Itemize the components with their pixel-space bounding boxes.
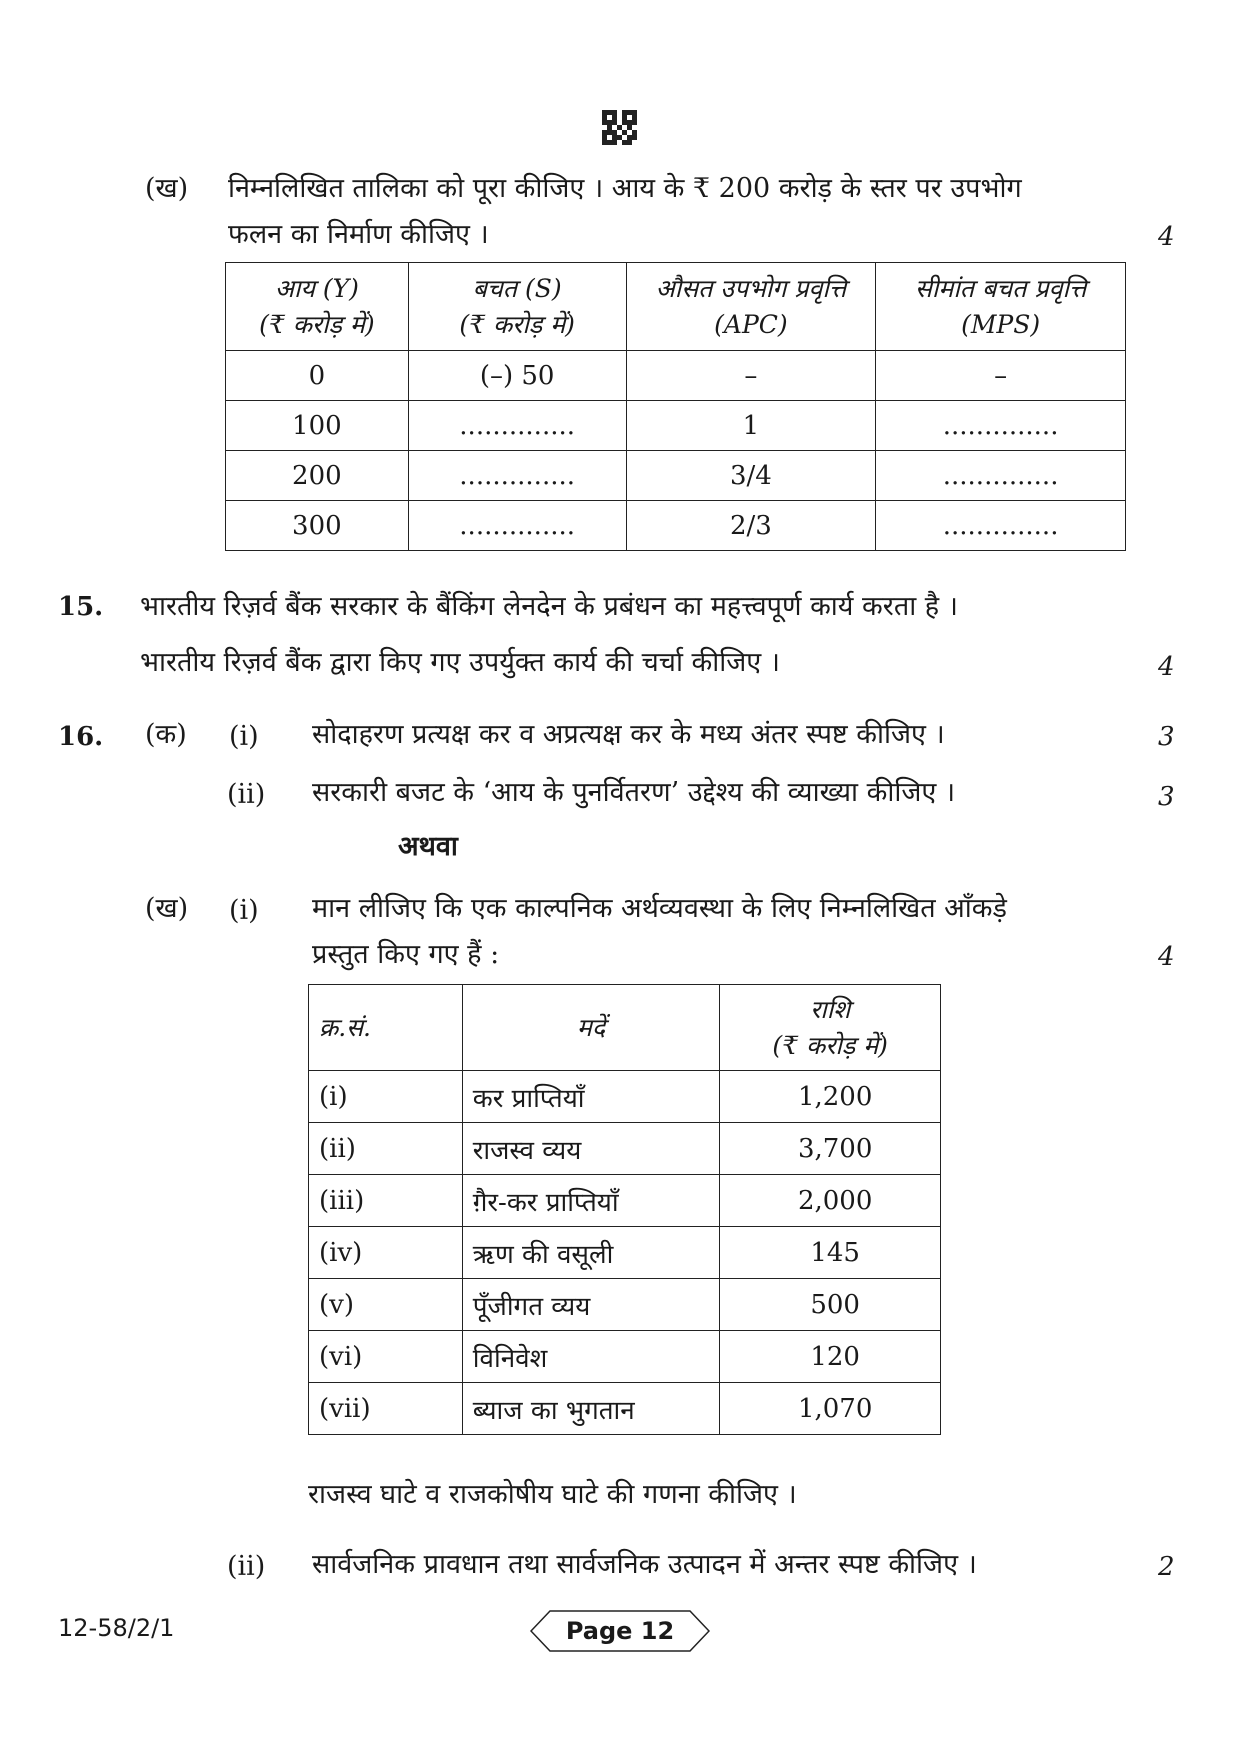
table-row	[309, 1227, 941, 1279]
q16a-label: (क)	[145, 719, 187, 750]
table-row	[309, 1383, 941, 1435]
q16b-ii-marks: 2	[1158, 1552, 1175, 1582]
q16b-i-line1: मान लीजिए कि एक काल्पनिक अर्थव्यवस्था के लिए निम्नलिखित आँकड़े	[312, 893, 1007, 924]
table-cell: (v)	[309, 1279, 463, 1331]
q16b-i-label: (i)	[229, 895, 259, 926]
table-cell: 0	[226, 351, 409, 401]
table-cell: ..............	[408, 451, 626, 501]
q16a-i-marks: 3	[1158, 722, 1175, 752]
table-cell: ..............	[876, 501, 1126, 551]
q14b-marks: 4	[1158, 222, 1175, 252]
table-cell: (vii)	[309, 1383, 463, 1435]
page-number: Page 12	[565, 1617, 675, 1645]
q15-line1: भारतीय रिज़र्व बैंक सरकार के बैंकिंग लेनदेन के प्रबंधन का महत्त्वपूर्ण कार्य करता है ।	[140, 591, 958, 622]
header-serial: क्र.सं.	[309, 985, 463, 1071]
table-cell: 3,700	[720, 1123, 941, 1175]
q16a-ii-marks: 3	[1158, 782, 1175, 812]
q15-marks: 4	[1158, 652, 1175, 682]
table-cell: 200	[226, 451, 409, 501]
q16b-i-marks: 4	[1158, 942, 1175, 972]
q16b-i-line2: प्रस्तुत किए गए हैं :	[312, 939, 500, 970]
table-cell: ..............	[876, 451, 1126, 501]
table-cell: 3/4	[626, 451, 876, 501]
table-cell: कर प्राप्तियाँ	[462, 1071, 720, 1123]
budget-table	[308, 984, 941, 1435]
table-row	[309, 1175, 941, 1227]
header-mps: सीमांत बचत प्रवृत्ति (MPS)	[876, 263, 1126, 351]
q16b-i-after: राजस्व घाटे व राजकोषीय घाटे की गणना कीजिए ।	[308, 1479, 797, 1510]
table-cell: विनिवेश	[462, 1331, 720, 1383]
or-text: अथवा	[398, 831, 458, 862]
q16a-ii-label: (ii)	[227, 779, 266, 810]
table-row	[226, 351, 1126, 401]
table-row	[309, 1123, 941, 1175]
header-saving: बचत (S) (₹ करोड़ में)	[408, 263, 626, 351]
q14b-label: (ख)	[145, 173, 189, 204]
q16b-label: (ख)	[145, 893, 189, 924]
q14b-line2: फलन का निर्माण कीजिए ।	[228, 219, 489, 250]
table-cell: ..............	[876, 401, 1126, 451]
table-cell: 100	[226, 401, 409, 451]
table-cell: (ii)	[309, 1123, 463, 1175]
header-amount: राशि (₹ करोड़ में)	[720, 985, 941, 1071]
table-row	[309, 1071, 941, 1123]
table-cell: ऋण की वसूली	[462, 1227, 720, 1279]
table-cell: ..............	[408, 401, 626, 451]
table-cell: 2,000	[720, 1175, 941, 1227]
q16b-ii-text: सार्वजनिक प्रावधान तथा सार्वजनिक उत्पादन में अन्तर स्पष्ट कीजिए ।	[312, 1549, 977, 1580]
q16a-i-label: (i)	[229, 721, 259, 752]
q15-line2: भारतीय रिज़र्व बैंक द्वारा किए गए उपर्युक्त कार्य की चर्चा कीजिए ।	[140, 647, 781, 678]
table-cell: (iv)	[309, 1227, 463, 1279]
table-cell: (–) 50	[408, 351, 626, 401]
table-cell: (vi)	[309, 1331, 463, 1383]
page-number-badge	[530, 1610, 710, 1652]
q16b-ii-label: (ii)	[227, 1551, 266, 1582]
table-row	[226, 501, 1126, 551]
header-items: मदें	[462, 985, 720, 1071]
table-cell: 300	[226, 501, 409, 551]
header-apc: औसत उपभोग प्रवृत्ति (APC)	[626, 263, 876, 351]
table-cell: –	[626, 351, 876, 401]
footer-code: 12-58/2/1	[58, 1614, 175, 1642]
table-cell: 1,070	[720, 1383, 941, 1435]
table-cell: ग़ैर-कर प्राप्तियाँ	[462, 1175, 720, 1227]
q16a-ii-text: सरकारी बजट के ‘आय के पुनर्वितरण’ उद्देश्य की व्याख्या कीजिए ।	[312, 777, 956, 808]
table-row	[226, 401, 1126, 451]
table-row	[309, 1331, 941, 1383]
table-cell: ..............	[408, 501, 626, 551]
table-cell: ब्याज का भुगतान	[462, 1383, 720, 1435]
q16-number: 16.	[58, 722, 104, 752]
table-row	[226, 451, 1126, 501]
q16a-i-text: सोदाहरण प्रत्यक्ष कर व अप्रत्यक्ष कर के मध्य अंतर स्पष्ट कीजिए ।	[312, 719, 945, 750]
table-cell: (i)	[309, 1071, 463, 1123]
table-cell: 120	[720, 1331, 941, 1383]
table-cell: (iii)	[309, 1175, 463, 1227]
qr-code	[602, 110, 637, 145]
table-cell: –	[876, 351, 1126, 401]
table-cell: 500	[720, 1279, 941, 1331]
table-cell: 1	[626, 401, 876, 451]
table-row	[309, 1279, 941, 1331]
q15-number: 15.	[58, 592, 104, 622]
q14b-line1: निम्नलिखित तालिका को पूरा कीजिए । आय के ₹ 200 करोड़ के स्तर पर उपभोग	[228, 173, 1022, 204]
table-cell: 2/3	[626, 501, 876, 551]
table-cell: 145	[720, 1227, 941, 1279]
table-cell: राजस्व व्यय	[462, 1123, 720, 1175]
consumption-table	[225, 262, 1126, 551]
table-cell: पूँजीगत व्यय	[462, 1279, 720, 1331]
header-income: आय (Y) (₹ करोड़ में)	[226, 263, 409, 351]
table-cell: 1,200	[720, 1071, 941, 1123]
